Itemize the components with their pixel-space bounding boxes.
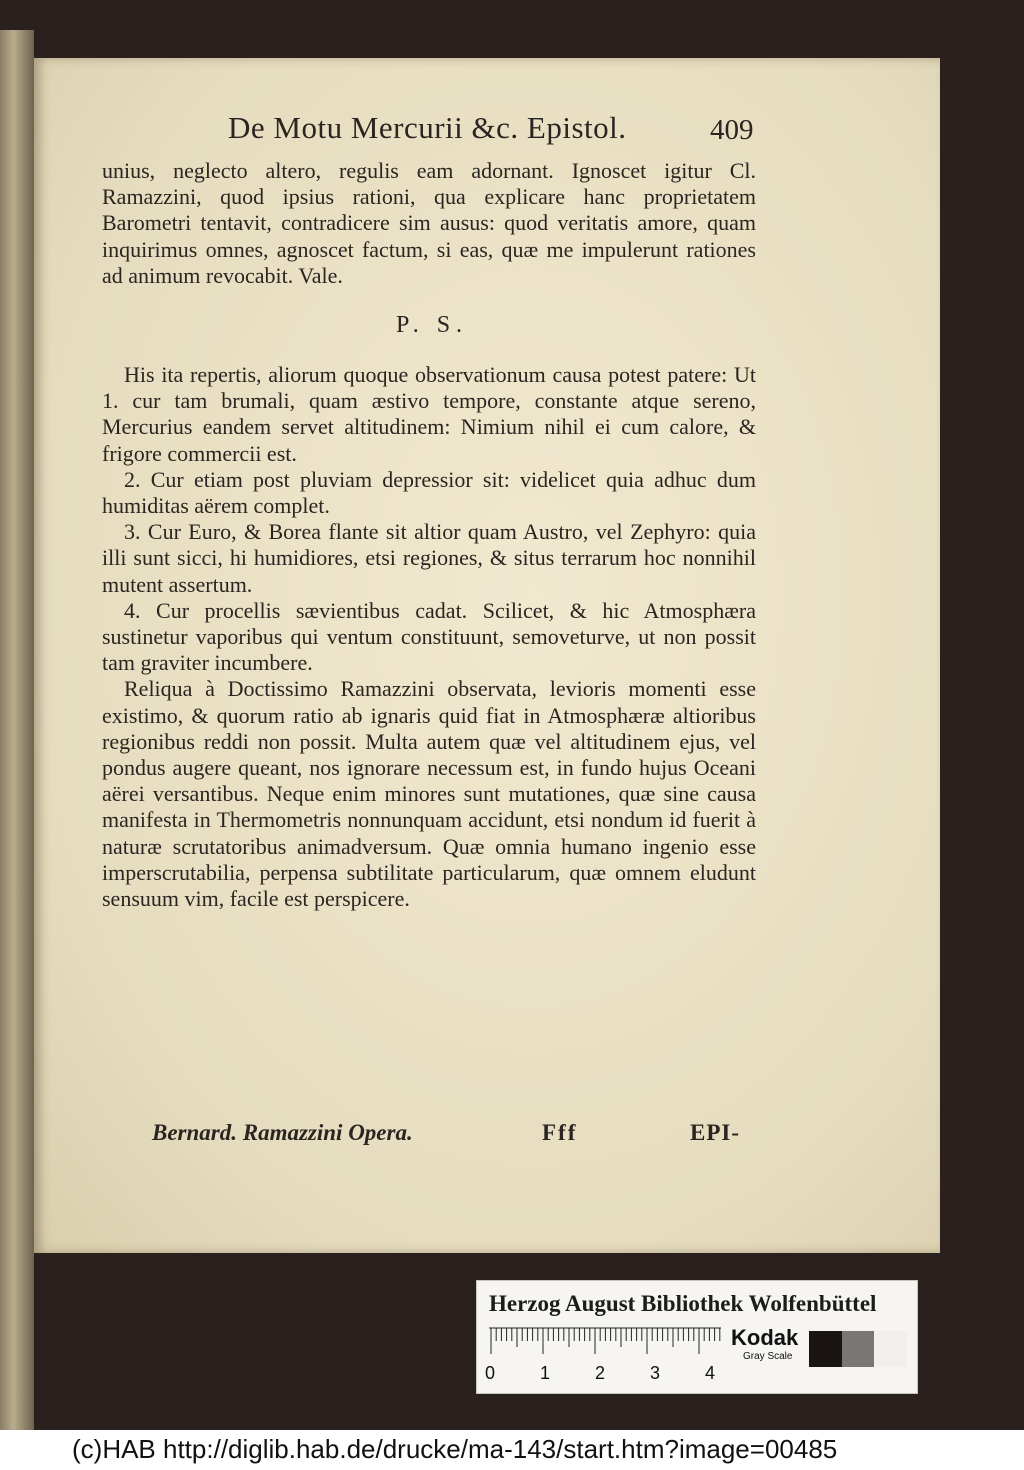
ps-heading: P. S. (396, 312, 469, 338)
postscript-body (102, 362, 756, 912)
ruler-scale (489, 1327, 721, 1355)
catchword: EPI- (690, 1120, 740, 1145)
ruler-numbers (485, 1363, 760, 1384)
ruler-number: 1 (540, 1363, 551, 1383)
footer-title: Bernard. Ramazzini Opera. (152, 1120, 413, 1145)
ruler-number: 2 (595, 1363, 606, 1383)
ps-paragraph-2: 2. Cur etiam post pluviam depressior sit: videlicet quia adhuc dum humiditas aërem complet. (102, 466, 756, 519)
previous-page-edge (0, 30, 34, 1430)
paragraph-text: unius, neglecto altero, regulis eam adornant. Ignoscet igitur Cl. Ramazzini, quod ipsius rationi, qua explicare hanc proprietatem Barometri tentavit, contradicere sim ausus: quod veritatis amore, quam inquirimus omnes, agnoscet factum, si eas, quæ me impulerunt rationes ad animum revocabit. Vale. (102, 158, 756, 288)
ps-paragraph-5: Reliqua à Doctissimo Ramazzini observata, levioris momenti esse existimo, & quorum ratio ab ignaris quid fiat in Atmosphæræ altioribus regionibus reddi non possit. Multa autem quæ vel altitudinem ejus, vel pondus augere queant, nos ignorare necessum est, in fundo hujus Oceani aërei versantibus. Neque enim minores sunt mutationes, quæ sine causa manifesta in Thermometris nonnunquam accidunt, etsi nondum id fuerit à naturæ scrutatoribus animadversum. Quæ omnia humano ingenio esse imperscrutabilia, perpensa subtilitate particularum, quæ omnem eludunt sensuum vim, facile est perspicere. (102, 676, 756, 912)
kodak-logo: Kodak (731, 1325, 799, 1350)
gray-swatches (809, 1331, 907, 1367)
signature-mark: Fff (542, 1120, 578, 1145)
running-header: De Motu Mercurii &c. Epistol. (228, 110, 627, 145)
swatch-light (874, 1331, 907, 1367)
ruler-number: 0 (485, 1363, 496, 1383)
ruler-number: 4 (705, 1363, 716, 1383)
swatch-mid (842, 1331, 875, 1367)
swatch-dark (809, 1331, 842, 1367)
source-url: (c)HAB http://diglib.hab.de/drucke/ma-143/start.htm?image=00485 (72, 1434, 838, 1464)
source-footer (0, 1430, 1024, 1470)
card-title: Herzog August Bibliothek Wolfenbüttel (489, 1291, 877, 1316)
color-reference-card (476, 1280, 918, 1394)
closing-paragraph (102, 158, 756, 289)
ps-paragraph-1: His ita repertis, aliorum quoque observationum causa potest patere: Ut 1. cur tam brumali, quam æstivo tempore, constante atque sereno, Mercurius eandem servet altitudinem: Nimium nihil ei cum calore, & frigore commercii est. (102, 362, 756, 466)
page-number: 409 (710, 114, 754, 146)
gray-scale-label: Gray Scale (743, 1351, 793, 1362)
ruler-number: 3 (650, 1363, 661, 1383)
ps-paragraph-4: 4. Cur procellis sævientibus cadat. Scilicet, & hic Atmosphæra sustinetur vaporibus qui ventum constituunt, semoveturve, ut non possit tam graviter incumbere. (102, 597, 756, 676)
ps-paragraph-3: 3. Cur Euro, & Borea flante sit altior quam Austro, vel Zephyro: quia illi sunt sicci, hi humidiores, etsi regiones, & situs terrarum hoc nonnihil mutent assertum. (102, 519, 756, 597)
